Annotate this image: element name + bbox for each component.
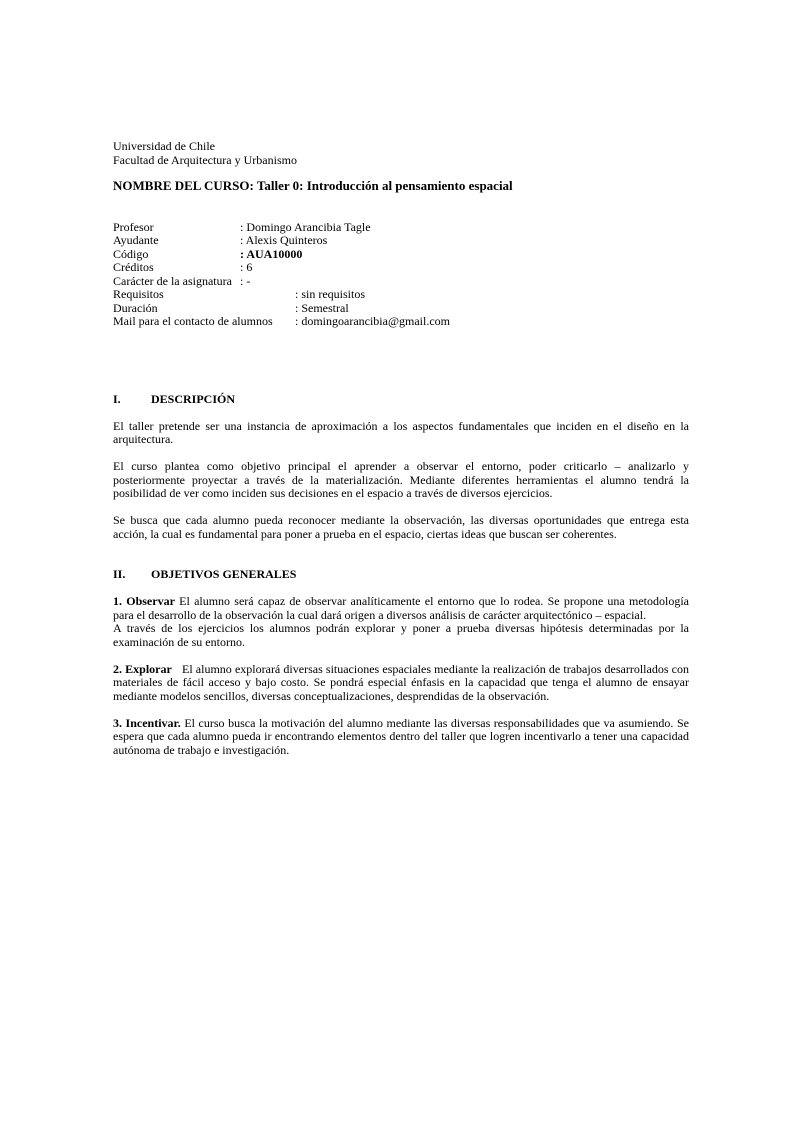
objective-observar — [113, 595, 689, 622]
section-heading-objetivos — [113, 568, 689, 582]
info-label: Ayudante — [113, 233, 159, 247]
descripcion-paragraph-3: Se busca que cada alumno pueda reconocer mediante la observación, las diversas oportunidades que entrega esta acción, la cual es fundamental para poner a prueba en el espacio, ciertas ideas que buscan ser coherentes. — [113, 513, 689, 541]
objective-text: El alumno será capaz de observar analíticamente el entorno que lo rodea. Se propone una metodología para el desarrollo de la observación la cual dará origen a diversos análisis de carácter arquitectónico – espacial. — [113, 594, 689, 622]
section-heading-descripcion — [113, 393, 689, 407]
section-numeral: II. — [113, 567, 126, 581]
objective-observar-extra: A través de los ejercicios los alumnos podrán explorar y poner a prueba diversas hipótesis determinadas por la examinación de su entorno. — [113, 621, 689, 649]
section-title: OBJETIVOS GENERALES — [151, 567, 297, 581]
info-row-creditos — [113, 261, 689, 275]
info-label: Carácter de la asignatura — [113, 273, 232, 288]
section-title: DESCRIPCIÓN — [151, 391, 236, 406]
objective-incentivar — [113, 717, 689, 758]
objective-lead: 3. Incentivar. — [113, 715, 181, 730]
info-value: : Alexis Quinteros — [240, 233, 328, 247]
objective-lead: 2. Explorar — [113, 661, 172, 676]
info-value: : Semestral — [295, 300, 349, 315]
info-value: : AUA10000 — [240, 246, 303, 261]
info-row-ayudante — [113, 234, 689, 248]
info-label: Requisitos — [113, 287, 164, 301]
section-numeral: I. — [113, 391, 121, 406]
objective-explorar — [113, 663, 689, 704]
info-row-duracion — [113, 302, 689, 316]
course-info-table — [113, 221, 689, 329]
objective-text: El curso busca la motivación del alumno mediante las diversas responsabilidades que va asumiendo. Se espera que cada alumno pueda ir encontrando elementos dentro del taller que logren incentivarlo a tener una capacidad autónoma de trabajo e investigación. — [113, 715, 689, 757]
info-value: : sin requisitos — [295, 287, 366, 301]
info-label: Código — [113, 246, 149, 261]
course-title: NOMBRE DEL CURSO: Taller 0: Introducción al pensamiento espacial — [113, 178, 513, 193]
info-row-mail — [113, 315, 689, 329]
info-row-requisitos — [113, 288, 689, 302]
info-row-profesor — [113, 221, 689, 235]
info-label: Profesor — [113, 219, 154, 234]
info-row-codigo — [113, 248, 689, 262]
descripcion-paragraph-1: El taller pretende ser una instancia de aproximación a los aspectos fundamentales que inciden en el diseño en la arquitectura. — [113, 418, 689, 446]
info-row-caracter — [113, 275, 689, 289]
university-name: Universidad de Chile — [113, 139, 215, 153]
info-label: Mail para el contacto de alumnos — [113, 314, 273, 328]
objective-text: El alumno explorará diversas situaciones espaciales mediante la realización de trabajos desarrollados con materiales de fácil acceso y bajo costo. Se pondrá especial énfasis en la capacidad que tenga el alumno de ensayar mediante modelos sencillos, diversas conceptualizaciones, desprendidas de la observación. — [113, 661, 689, 703]
info-label: Duración — [113, 300, 158, 315]
objective-lead: 1. Observar — [113, 594, 175, 608]
descripcion-paragraph-2: El curso plantea como objetivo principal el aprender a observar el entorno, poder criticarlo – analizarlo y posteriormente proyectar a través de la materialización. Mediante diferentes herramientas el alumno tendrá la posibilidad de ver como inciden sus decisiones en el espacio a través de diversos ejercicios. — [113, 459, 689, 500]
faculty-name: Facultad de Arquitectura y Urbanismo — [113, 152, 297, 167]
info-value: : Domingo Arancibia Tagle — [240, 219, 371, 234]
info-value: : 6 — [240, 260, 253, 274]
info-value: : - — [240, 273, 251, 288]
document-content — [113, 140, 689, 757]
info-label: Créditos — [113, 260, 154, 274]
info-value: : domingoarancibia@gmail.com — [295, 314, 451, 328]
